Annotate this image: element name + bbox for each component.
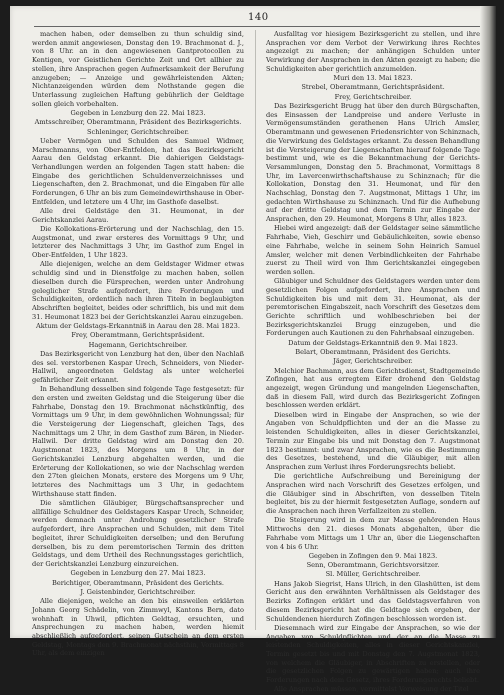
paragraph: Diesemnach wird zur Eingabe der Ansprachen, so wie der Angaben von Schuldpflichten und der an die Masse zu leistenden Schuldigkeiten, alles in dieser Gerichtskanzlei, Termin gesetzt bis und mit Donstag den 7. Augstmonat 1823, von welchem die Gläubiger, in Abschriften zu erstellen, oder die gesetzlichen Folgen zu gewärtigen haben; auch ihre Forderungen nach dem Gesetz, ihres Forderungsrechts beliebt. [266,623,480,685]
paragraph: Datum der Geldstags-Erkanntniß den 9. Mai 1823. [288,338,458,347]
paragraph: Gegeben in Zofingen den 9. Mai 1823. [308,551,438,560]
paragraph: Hans Jakob Siegrist, Hans Ulrich, in den Glashütten, ist dem Gericht aus den erwähnten Verhältnissen als Geldstager des Bezirks Zofingen erklärt und das Geldstagsverfahren von diesem Bezirksgericht hat die Geldtage sich ergeben, der Schuldendenen hierdurch Zofingen beschlossen worden ist. [266,579,480,623]
right-column [266,30,480,695]
paragraph: Ueber Vermögen und Schulden des Samuel Widmer, Marschmanns, von Ober-Entfelden, hat das Bezirksgericht Aarau den Geldstag erkannt. Die dahierigen Geldstags-Verhandlungen werden an folgenden Tagen statt haben: die Eingabe des gerichtlichen Schuldenverzeichnisses und Liegenschaften, den 2. Brachmonat, und die Eingaben für alle Forderungen, 6 Uhr an bis zum Gemeindewirthshause in Ober-Entfelden, und letztere um 4 Uhr, im Gasthofe daselbst. [32,136,244,206]
paragraph: Gegeben in Lenzburg den 22. Mai 1823. [70,108,206,117]
paragraph: Berichtiger, Oberamtmann, Präsident des Gerichts. [51,578,225,587]
paragraph: Melchior Bachmann, aus dem Gerichtsdienst, Stadtgemeinde Zofingen, hat aus erregtem Eifer drohend den Geldstag angezeigt, wegen Gründung und mangelnden Liegenschaften, daß in diesem Fall, wird durch das Bezirksgericht Zofingen beschlossen werden erklärt. [266,366,480,410]
paragraph: Gläubiger und Schuldner des Geldstagers werden unter dem gesetzlichen Folgen aufgefordert, ihre Ansprachen und Schuldigkeiten bis und mit dem 31. Heumonat, als der peremtorischen Eingabszeit, nach Vorschrift des Gesetzes dem Gerichte schriftlich und wohlbeschrieben bei der Bezirksgerichtskanzlei Brugg einzugeben, und die Forderungen auch Kautionen zu den Fahrhabsaal einzugeben. [266,277,480,338]
paragraph: Ausfalltag vor hiesigem Bezirksgericht zu stellen, und ihre Ansprachen vor dem Verbot der Verwirkung ihres Rechtes angezeigt zu machen; der anhängigen Schulden unter Verwirkung der Ansprachen in den Akten gezeigt zu haben; die Schuldigkeiten aber gerichtlich anzumelden. [266,30,480,73]
paragraph: Belart, Oberamtmann, Präsident des Gerichts. [295,348,451,357]
page-number: 140 [248,12,269,23]
scanned-page [10,6,496,694]
paragraph: machen haben, oder demselben zu thun schuldig sind, werden anmit angewiesen, Donstag den 19. Brachmonat d. J., von 8 Uhr. an in den angewiesenen Gantprotocollen zu Kentigen, vor Geistlichen Gerichte Zeit und Ort allhier zu stellen, ihre Ansprachen gegen Aufmerksamkeit der Berufung anzugeben; — Anzeige und gewährleistenden Akten; Nichtanzeigenden würden dem Nothstande gegen die Unterlassung zugleichen Haftung gebührlich der Geldtage sollen gleich vorbehalten. [32,30,244,108]
binding-shadow [480,6,496,638]
paragraph: Die Steigerung wird in dem zur Masse gehörenden Haus Mittwochs den 21. dieses Monats abgehalten, über die Fahrhabe vom Mittags um 1 Uhr an, über die Liegenschaften von 4 bis 6 Uhr. [266,516,480,551]
paragraph: Das Bezirksgericht von Lenzburg hat den, über den Nachlaß des sel. verstorbenen Kaspar Urech, Schneiders, von Nieder-Hallwil, angeordneten Geldstag als unter welcherlei gefährlicher Zeit erkannt. [32,349,244,384]
paragraph: Die sämtlichen Gläubiger, Bürgschaftsansprecher und allfällige Schuldner des Geldstagers Kaspar Urech, Schneider, werden demnach unter Androhung gesetzlicher Strafe aufgefordert, ihre Ansprachen und Schulden, mit dem Titel begleitet, ihrer Schuldigkeiten derselben; und den Berufung derselben, bis zu dem peremtorischen Termin des dritten Geldstags, und dem Urtheil des Rechnungsstages gerichtlich, der Gerichtskanzlei Lenzburg einzureichen. [32,498,244,568]
paragraph: Frey, Oberamtmann, Gerichtspräsident. [71,331,205,340]
paragraph: In Behandlung desselben sind folgende Tage festgesetzt: für den ersten und zweiten Geldstag und die Steigerung über die Fahrhabe, Donstag den 19. Brachmonat nächstkünftig, des Vormittags um 9 Uhr, in dem gewöhnlichen Wohnungssal; für die Versteigerung der Liegenschaft, gleichen Tags, des Nachmittags um 2 Uhr, in dem Gasthof zum Bären, in Nieder-Hallwil. Der dritte Geldstag wird am Donstag den 20. Augstmonat 1823, des Morgens um 8 Uhr, in der Gerichtskanzlei Lenzburg abgehalten werden, und die Erörterung der Kollokationen, so wie der Nachschlag werden den 27ten gleichen Monats, erstere des Morgens um 9 Uhr, letzteres des Nachmittags um 3 Uhr, in gedachtem Wirthshause statt finden. [32,385,244,498]
paragraph: Alle diejenigen, welche an den bis einsweilen erklärten Johann Georg Schädelin, von Zimmwyl, Kantons Bern, dato wohnhaft in Uhwil, pflichten Geldtag, ersuchten, und Ansprechungen zu machen haben, werden hiemit abschließlich aufgefordert, seinen Gutschein an dem ersten Geldstag, Montags den 9. Brachmonat nächsthin, Vormittags 8 Uhr, als dem einzigen [32,597,244,658]
paragraph: Die gerichtliche Aufschreibung und Bereinigung der Ansprachen wird nach Vorschrift des Gesetzes erfolgen, und die Gläubiger sind in Abschriften, von desselben Titeln begleitet, bis zu der hiermit festgesetzten Auflage, sondern auf die Ansprachen nach ihren Verfallzeiten zu stellen. [266,472,480,516]
paragraph: Jäger, Gerichtschreiber. [333,357,413,366]
left-column [32,30,244,659]
paragraph: Alle Ansprachen müssen, vermittelst Vorweisung der Titel [274,685,469,694]
header-rule [34,26,482,27]
paragraph: Gegeben in Lenzburg den 27. Mai 1823. [70,569,206,578]
paragraph: Das Bezirksgericht Brugg hat über den durch Bürgschaften, des Einsassen der Landpreise und andere Verluste in Vermögensumständen gerathenen Hans Ulrich Amsler, Oberamtmann und gewesenen Friedensrichter von Schinznach, die Verwirkung des Geldstages erkannt. Zu dessen Behandlung ist die Versteigerung der Liegenschaften hierauf folgende Tage bestimmt und, wie es die Bekanntmachung der Gerichts-Versammlungen, Donstag den 5. Brachmonat, Vormittags 8 Uhr, im Lavercenwirthschaftshause zu Schinznach; für die Kollokation, Donstag den 31. Heumonat, und für den Nachschlag, Donstag den 7. Augstmonat, Mittags 1 Uhr, im gedachten Wirthshause zu Schinznach. Und für die Aufhebung auf der dritte Geldstag und dem Termin zur Eingabe der Ansprachen, den 29. Heumonat, Morgens 8 Uhr, alles 1823. [266,102,480,224]
paragraph: Hagemann, Gerichtschreiber. [88,340,188,349]
paragraph: Sl. Müller, Gerichtschreiber. [325,570,421,579]
paragraph: Hiebei wird angezeigt: daß der Geldstager seine sämmtliche Fahrhabe, Vieh, Geschirr und Gebäulichkeiten, sowie ebenso eine Fahrhabe, welche in seinem Sohn Heinrich Samuel Amsler, welcher mit denen Verbindlichkeiten der Fahrhabe zuerst zu Theil wird von Ihm Gerichtskanzlei eingegeben werden sollen. [266,224,480,276]
paragraph: Alle drei Geldstäge den 31. Heumonat, in der Gerichtskanzlei Aarau. [32,207,244,224]
paragraph: Aktum der Geldstags-Erkanntniß in Aarau den 28. Mai 1823. [36,321,240,330]
paragraph: Amtsschreiber, Oberamtmann, Präsident des Bezirksgerichts. [34,118,242,127]
paragraph: J. Geistenbinder, Gerichtschreiber. [80,587,196,596]
paragraph: Strebel, Oberamtmann, Gerichtspräsident. [301,83,445,92]
column-divider [255,30,256,630]
paragraph: Schleninger, Gerichtschreiber. [87,127,189,136]
paragraph: Muri den 13. Mai 1823. [333,74,413,83]
paragraph: Alle diejenigen, welche an dem Geldstager Widmer etwas schuldig sind und in Dienstfolge zu machen haben, sollen dieselben durch die Fürsprechen, werden unter Androhung geleglicher Strafe aufgefordert, ihre Forderungen und Schuldigkeiten, ordentlich nach ihren Titeln in beglaubigten Abschriften begleitet, beides oder schriftlich, bis und mit dem 31. Heumonat 1823 bei der Gerichtskanzlei Aarau einzugeben. [32,260,244,321]
paragraph: Frey, Gerichtschreiber. [334,92,412,101]
paragraph: Senn, Oberamtmann, Gerichtsvorsitzer. [306,561,440,570]
paragraph: Die Kollokations-Erörterung und der Nachschlag, den 15. Augstmonat, und zwar ersteres des Vormittags 9 Uhr, und letzterer des Nachmittags 3 Uhr, im Gasthof zum Engel in Ober-Entfelden, 1 Uhr 1823. [32,225,244,260]
paragraph: Dieselben wird in Eingabe der Ansprachen, so wie der Angaben von Schuldpflichten und der an die Masse zu leistenden Schuldigkeiten, alles in dieser Gerichtskanzlei, Termin zur Eingabe bis und mit Donstag den 7. Augstmonat 1823 bestimmt: und zwar Ansprachen, wie es die Bestimmung des Gesetzes, bestehend, und die Gläubiger, mit allen Ansprachen zum Verlust ihres Forderungsrechts beliebt. [266,410,480,471]
